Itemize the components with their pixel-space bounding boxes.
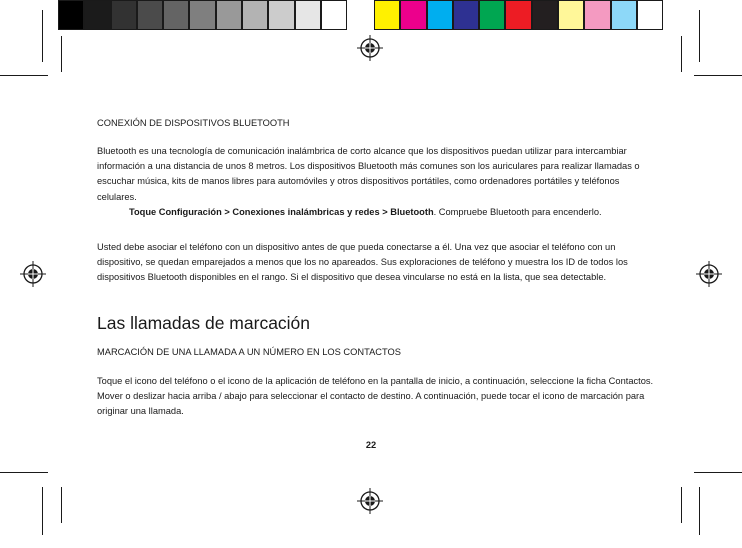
color-swatch [558,0,584,30]
color-swatch [58,0,84,30]
color-swatch [427,0,453,30]
crop-mark [699,487,700,535]
crop-mark [699,10,700,62]
section-title-dialing: Las llamadas de marcación [97,313,311,333]
color-swatch [453,0,479,30]
paragraph-instruction [97,205,657,220]
paragraph-bluetooth-intro [97,144,657,220]
process-color-bar [374,0,663,30]
crop-mark [681,36,682,72]
crop-mark [42,10,43,62]
color-swatch [400,0,426,30]
crop-mark [61,36,62,72]
registration-mark-icon [20,261,46,287]
registration-mark-icon [357,488,383,514]
crop-mark [0,75,48,76]
color-swatch [584,0,610,30]
color-swatch [163,0,189,30]
color-swatch [268,0,294,30]
color-swatch [374,0,400,30]
color-swatch [111,0,137,30]
color-swatch [216,0,242,30]
color-swatch [321,0,347,30]
crop-mark [681,487,682,523]
instruction-rest: . Compruebe Bluetooth para encenderlo. [433,206,602,217]
grayscale-color-bar [58,0,347,30]
color-swatch [505,0,531,30]
crop-mark [0,472,48,473]
color-swatch [479,0,505,30]
registration-mark-icon [357,35,383,61]
section-heading-bluetooth: CONEXIÓN DE DISPOSITIVOS BLUETOOTH [97,118,290,128]
paragraph-pairing: Usted debe asociar el teléfono con un dispositivo antes de que pueda conectarse a él. Una vez que asociar el teléfono con un dispositivo, se quedan emparejados a menos que los no apareados. Sus exploraciones de teléfono y muestra los ID de todos los dispositivos Bluetooth disponibles en el rango. Si el dispositivo que desea vincularse no está en la lista, que sea detectable. [97,242,628,283]
color-swatch [137,0,163,30]
section-heading-contacts: MARCACIÓN DE UNA LLAMADA A UN NÚMERO EN LOS CONTACTOS [97,347,401,357]
color-swatch [611,0,637,30]
settings-path: Toque Configuración > Conexiones inalámbricas y redes > Bluetooth [129,206,434,217]
registration-mark-icon [696,261,722,287]
paragraph-text: Bluetooth es una tecnología de comunicación inalámbrica de corto alcance que los dispositivos puedan utilizar para intercambiar información a una distancia de unos 8 metros. Los dispositivos Bluetooth más comunes son los auriculares para realizar llamadas o escuchar música, kits de manos libres para automóviles y otros dispositivos portátiles, como ordenadores portátiles y teléfonos celulares. [97,146,640,202]
paragraph-dialing: Toque el icono del teléfono o el icono de la aplicación de teléfono en la pantalla de inicio, a continuación, seleccione la ficha Contactos. Mover o deslizar hacia arriba / abajo para seleccionar el contacto de destino. A continuación, puede tocar el icono de marcación para originar una llamada. [97,376,654,417]
color-swatch [189,0,215,30]
crop-mark [694,472,742,473]
color-swatch [532,0,558,30]
color-swatch [637,0,663,30]
color-swatch [295,0,321,30]
page-number: 22 [365,440,377,450]
crop-mark [42,487,43,535]
crop-mark [694,75,742,76]
crop-mark [61,487,62,523]
color-swatch [242,0,268,30]
color-swatch [84,0,110,30]
